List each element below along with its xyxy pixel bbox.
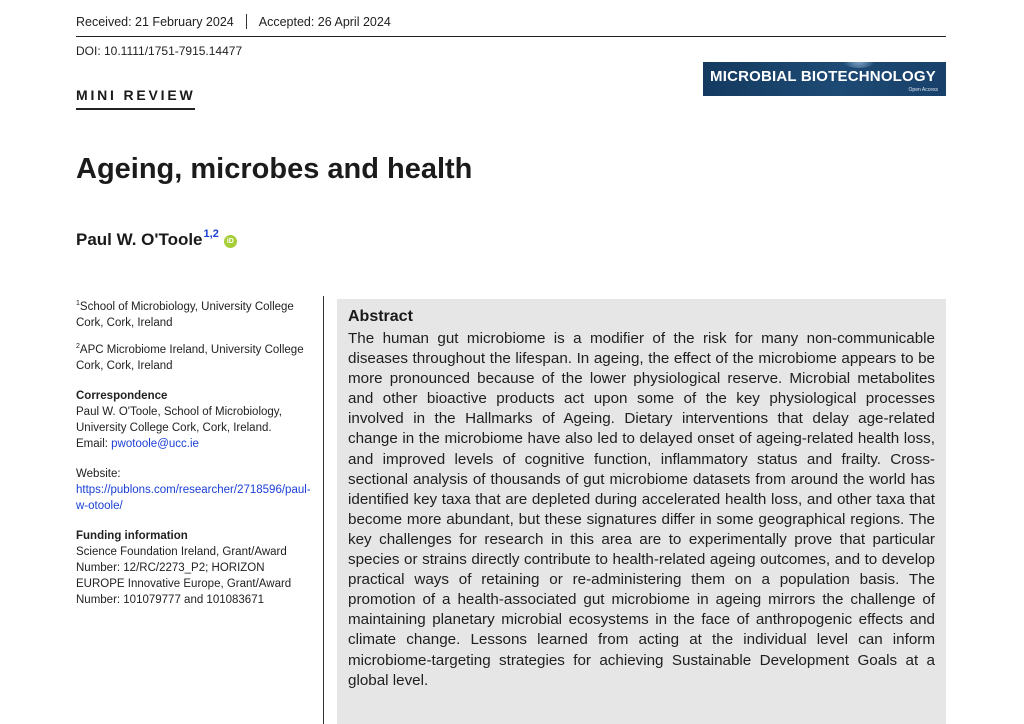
abstract-heading: Abstract <box>348 308 413 325</box>
author-line <box>76 230 237 250</box>
journal-name: MICROBIAL BIOTECHNOLOGY <box>710 68 936 85</box>
email-link[interactable]: pwotoole@ucc.ie <box>111 437 199 450</box>
header-rule <box>76 36 946 37</box>
website-link[interactable]: https://publons.com/researcher/2718596/paul-w-otoole/ <box>76 483 311 512</box>
funding-text: Science Foundation Ireland, Grant/Award Number: 12/RC/2273_P2; HORIZON EUROPE Innovative Europe, Grant/Award Number: 101079777 and 101083671 <box>76 545 292 606</box>
article-dates <box>76 14 391 29</box>
open-access-tag: Open Access <box>908 87 938 93</box>
affiliation-2: $^2$APC Microbiome Ireland, University College Cork, Cork, Ireland <box>76 342 304 372</box>
abstract-text: The human gut microbiome is a modifier of the risk for many non-communicable diseases throughout the lifespan. In ageing, the effect of the microbiome appears to be more pronounced because of the lower physiological reserve. Microbial metabolites and other bioactive products act upon some of the key physiological processes involved in the Hallmarks of Ageing. Dietary interventions that delay age-related change in the microbiome have also led to delayed onset of ageing-related health loss, and improved levels of cognitive function, inflammatory status and frailty. Cross-sectional analysis of thousands of gut microbiome datasets from around the world has identified key taxa that are depleted during accelerated health loss, and other taxa that become more abundant, but these signatures differ in some geographical regions. The key challenges for research in this area are to experimentally prove that particular species or strains directly contribute to health-related ageing outcomes, and to develop practical ways of retaining or re-administering them on a population basis. The promotion of a health-associated gut microbiome in ageing mirrors the challenge of maintaining planetary microbial ecosystems in the face of anthropogenic effects and climate change. Lessons learned from acting at the individual level can inform microbiome-targeting strategies for achieving Sustainable Development Goals at a global level. <box>348 330 935 689</box>
orcid-icon[interactable]: iD <box>224 235 237 248</box>
journal-logo[interactable] <box>703 62 946 96</box>
date-divider <box>246 14 247 29</box>
abstract-box <box>337 299 946 724</box>
article-title: Ageing, microbes and health <box>76 153 473 185</box>
accepted-date: Accepted: 26 April 2024 <box>258 14 391 29</box>
doi[interactable]: DOI: 10.1111/1751-7915.14477 <box>76 44 243 58</box>
correspondence-heading: Correspondence <box>76 389 168 402</box>
website-line: Website: https://publons.com/researcher/2718596/paul-w-otoole/ <box>76 467 311 512</box>
section-label: MINI REVIEW <box>76 87 195 110</box>
received-date: Received: 21 February 2024 <box>76 14 234 29</box>
funding-heading: Funding information <box>76 529 188 542</box>
column-divider <box>323 296 324 724</box>
correspondence-email: Email: pwotoole@ucc.ie <box>76 437 199 450</box>
author-name[interactable]: Paul W. O'Toole <box>76 230 203 249</box>
author-affiliation-marks[interactable]: 1,2 <box>203 228 219 240</box>
affiliation-1: $^1$School of Microbiology, University College Cork, Cork, Ireland <box>76 300 294 329</box>
article-sidebar <box>76 296 314 608</box>
correspondence-text: Paul W. O'Toole, School of Microbiology, University College Cork, Cork, Ireland. <box>76 405 282 434</box>
